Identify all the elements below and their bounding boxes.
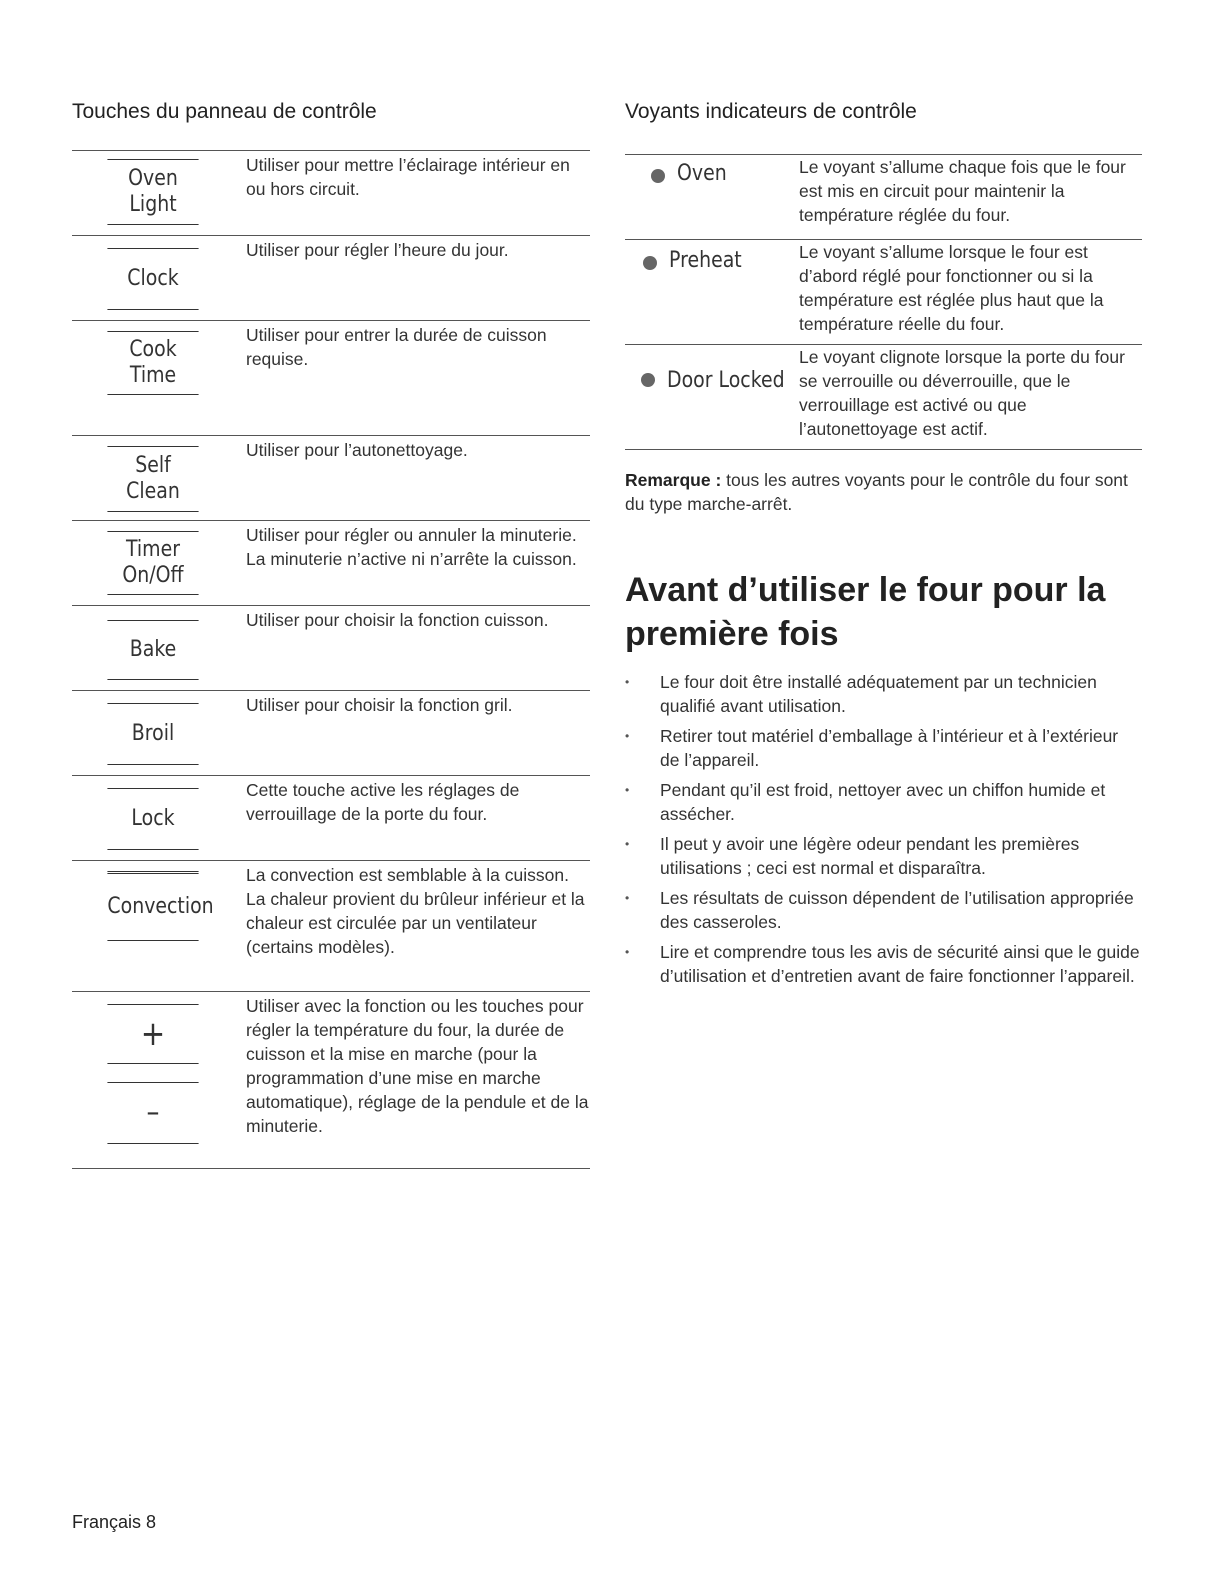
cook-time-key: Cook Time: [107, 331, 198, 395]
control-keys-title: Touches du panneau de contrôle: [72, 100, 377, 123]
key-row-oven-light: [72, 150, 590, 235]
timer-on-off-key: Timer On/Off: [107, 531, 198, 595]
key-row-broil: [72, 690, 590, 775]
key-description: Utiliser pour mettre l’éclairage intérieur en ou hors circuit.: [246, 155, 570, 199]
key-row-cook-time: [72, 320, 590, 435]
key-row-lock: [72, 775, 590, 860]
clock-key: Clock: [107, 248, 198, 310]
lock-key: Lock: [107, 788, 198, 850]
door-locked-indicator-label: Door Locked: [667, 367, 785, 393]
broil-key: Broil: [107, 703, 198, 765]
oven-light-key: Oven Light: [107, 159, 198, 225]
indicators-title: Voyants indicateurs de contrôle: [625, 100, 917, 123]
list-item: • Il peut y avoir une légère odeur pendant les premières utilisations ; ceci est normal et disparaîtra.: [625, 832, 1142, 880]
indicator-light-icon: [651, 169, 665, 183]
indicators-table: [625, 154, 1142, 450]
control-keys-table: [72, 150, 590, 1169]
indicator-label: [625, 155, 799, 239]
indicator-description: Le voyant s’allume chaque fois que le four est mis en circuit pour maintenir la température réglée du four.: [799, 157, 1126, 225]
list-item: • Pendant qu’il est froid, nettoyer avec un chiffon humide et assécher.: [625, 778, 1142, 826]
indicator-description: Le voyant s’allume lorsque le four est d’abord réglé pour fonctionner ou si la température est réglée plus haut que la température réelle du four.: [799, 242, 1104, 334]
indicator-light-icon: [641, 373, 655, 387]
remark-note: [625, 468, 1142, 516]
list-item: • Le four doit être installé adéquatement par un technicien qualifié avant utilisation.: [625, 670, 1142, 718]
key-description: Utiliser pour choisir la fonction cuisson.: [246, 610, 549, 630]
remark-label: Remarque :: [625, 470, 722, 490]
key-row-self-clean: [72, 435, 590, 520]
indicators-section: [625, 100, 1142, 994]
key-description: Utiliser pour entrer la durée de cuisson requise.: [246, 325, 547, 369]
key-description: Utiliser pour choisir la fonction gril.: [246, 695, 513, 715]
indicator-light-icon: [643, 256, 657, 270]
plus-key: +: [107, 1004, 198, 1064]
oven-indicator-label: Oven: [677, 161, 727, 186]
indicator-label: [625, 345, 799, 415]
key-description: Cette touche active les réglages de verrouillage de la porte du four.: [246, 780, 520, 824]
indicator-label: [625, 240, 799, 344]
convection-key: Convection: [107, 871, 198, 941]
key-description: Utiliser pour l’autonettoyage.: [246, 440, 468, 460]
indicator-row-preheat: [625, 239, 1142, 344]
page-footer: Français 8: [72, 1512, 157, 1532]
key-row-bake: [72, 605, 590, 690]
first-use-bullet-list: [625, 670, 1142, 988]
control-keys-section: [72, 100, 590, 1169]
list-item: • Les résultats de cuisson dépendent de l’utilisation appropriée des casseroles.: [625, 886, 1142, 934]
indicator-row-oven: [625, 154, 1142, 239]
key-description: Utiliser avec la fonction ou les touches pour régler la température du four, la durée de cuisson et la mise en marche (pour la programmation d’une mise en marche automatique), réglage de la pendule et de la minuterie.: [246, 996, 589, 1136]
key-description: Utiliser pour régler ou annuler la minuterie. La minuterie n’active ni n’arrête la cuisson.: [246, 525, 577, 569]
remark-text: tous les autres voyants pour le contrôle du four sont du type marche-arrêt.: [625, 470, 1128, 514]
indicator-description: Le voyant clignote lorsque la porte du four se verrouille ou déverrouille, que le verrouillage est activé ou que l’autonettoyage est actif.: [799, 347, 1125, 439]
self-clean-key: Self Clean: [107, 446, 198, 512]
before-first-use-heading: Avant d’utiliser le four pour la première fois: [625, 571, 1106, 653]
bake-key: Bake: [107, 620, 198, 680]
key-row-timer: [72, 520, 590, 605]
minus-key: –: [107, 1082, 198, 1144]
preheat-indicator-label: Preheat: [669, 248, 742, 273]
key-row-clock: [72, 235, 590, 320]
list-item: • Lire et comprendre tous les avis de sécurité ainsi que le guide d’utilisation et d’entretien avant de faire fonctionner l’appareil.: [625, 940, 1142, 988]
indicator-row-door-locked: [625, 344, 1142, 450]
key-row-plus-minus: [72, 991, 590, 1169]
key-description: La convection est semblable à la cuisson. La chaleur provient du brûleur inférieur et la chaleur est circulée par un ventilateur (certains modèles).: [246, 865, 585, 957]
list-item: • Retirer tout matériel d’emballage à l’intérieur et à l’extérieur de l’appareil.: [625, 724, 1142, 772]
key-row-convection: [72, 860, 590, 991]
key-description: Utiliser pour régler l’heure du jour.: [246, 240, 509, 260]
